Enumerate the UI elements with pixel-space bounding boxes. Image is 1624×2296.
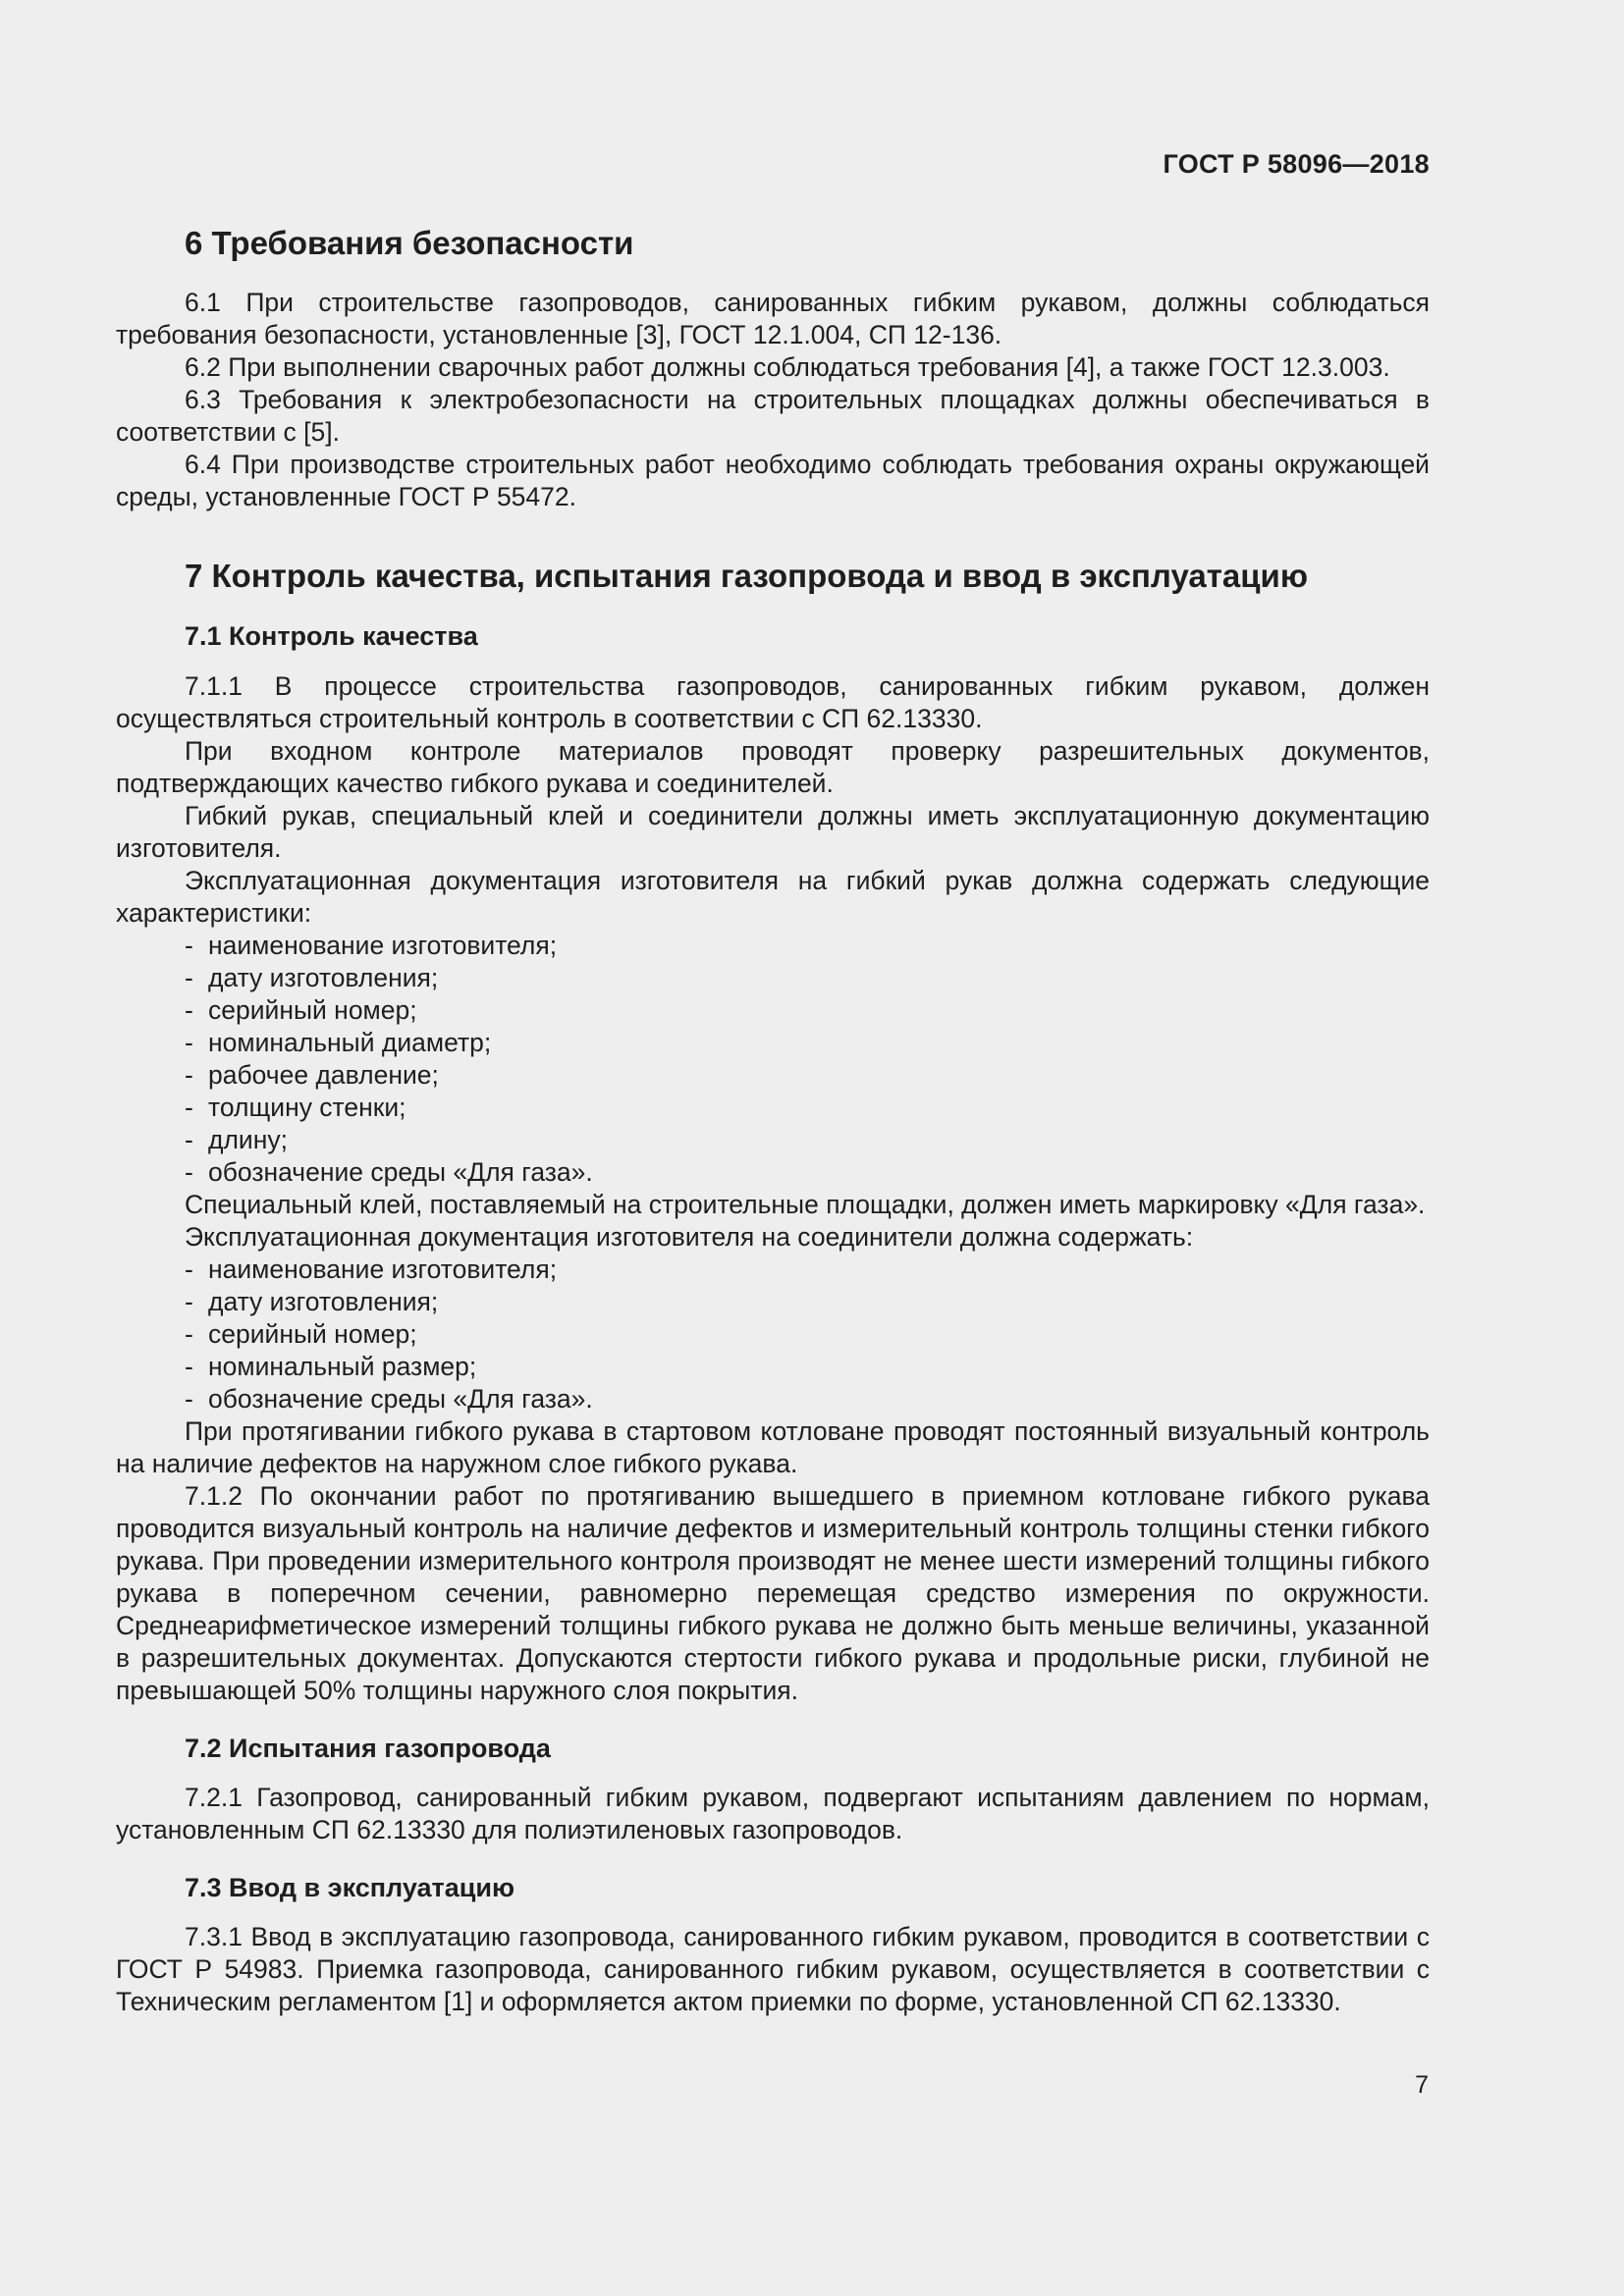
- paragraph-visual-control: При протягивании гибкого рукава в стартовом котловане проводят постоянный визуальный контроль на наличие дефектов на наружном слое гибкого рукава.: [116, 1415, 1430, 1478]
- paragraph-7-2-1: 7.2.1 Газопровод, санированный гибким рукавом, подвергают испытаниям давлением по нормам, установленным СП 62.13330 для полиэтиленовых газопроводов.: [116, 1782, 1430, 1844]
- list-dash: -: [185, 1383, 193, 1414]
- list-dash: -: [185, 1092, 193, 1122]
- paragraph-7-1-2: 7.1.2 По окончании работ по протягиванию вышедшего в приемном котловане гибкого рукава проводится визуальный контроль на наличие дефектов и измерительный контроль толщины стенки гибкого рукава. При проведении измерительного контроля производят не менее шести измерений толщины гибкого рукава в поперечном сечении, равномерно перемещая средство измерения по окружности. Среднеарифметическое измерений толщины гибкого рукава не должно быть меньше величины, указанной в разрешительных документах. Допускаются стертости гибкого рукава и продольные риски, глубиной не превышающей 50% толщины наружного слоя покрытия.: [116, 1480, 1430, 1705]
- paragraph-hose-docs: Эксплуатационная документация изготовителя на гибкий рукав должна содержать следующие характеристики:: [116, 865, 1430, 928]
- paragraph-7-3-1: 7.3.1 Ввод в эксплуатацию газопровода, санированного гибким рукавом, проводится в соответствии с ГОСТ Р 54983. Приемка газопровода, санированного гибким рукавом, осуществляется в соответствии с Техническим регламентом [1] и оформляется актом приемки по форме, установленной СП 62.13330.: [116, 1922, 1430, 2017]
- page-number: 7: [1415, 2071, 1429, 2099]
- section-7-title: 7 Контроль качества, испытания газопровода и ввод в эксплуатацию: [185, 557, 1308, 594]
- subsection-7-2-title: 7.2 Испытания газопровода: [185, 1733, 551, 1763]
- list-dash: -: [185, 930, 193, 960]
- paragraph-documentation: Гибкий рукав, специальный клей и соединители должны иметь эксплуатационную документацию изготовителя.: [116, 800, 1430, 863]
- list-dash: -: [185, 1059, 193, 1090]
- list-dash: -: [185, 1254, 193, 1284]
- section-6-title: 6 Требования безопасности: [185, 225, 634, 261]
- list-item: - дату изготовления;: [185, 1286, 439, 1316]
- list-item: - обозначение среды «Для газа».: [185, 1156, 593, 1187]
- list-item: - толщину стенки;: [185, 1092, 406, 1122]
- list-dash: -: [185, 1351, 193, 1381]
- document-code: ГОСТ Р 58096—2018: [1163, 149, 1430, 179]
- list-dash: -: [185, 1318, 193, 1349]
- list-item: - длину;: [185, 1124, 288, 1154]
- list-item: - обозначение среды «Для газа».: [185, 1383, 593, 1414]
- paragraph-6-3: 6.3 Требования к электробезопасности на строительных площадках должны обеспечиваться в соответствии с [5].: [116, 384, 1430, 447]
- subsection-7-1-title: 7.1 Контроль качества: [185, 621, 478, 652]
- list-item: - дату изготовления;: [185, 962, 439, 992]
- paragraph-input-control: При входном контроле материалов проводят проверку разрешительных документов, подтверждающих качество гибкого рукава и соединителей.: [116, 735, 1430, 798]
- page-content: [116, 147, 1430, 2018]
- paragraph-7-1-1: 7.1.1 В процессе строительства газопроводов, санированных гибким рукавом, должен осуществляться строительный контроль в соответствии с СП 62.13330.: [116, 670, 1430, 733]
- list-item: - номинальный размер;: [185, 1351, 477, 1381]
- list-item: - номинальный диаметр;: [185, 1027, 492, 1057]
- paragraph-6-2: 6.2 При выполнении сварочных работ должны соблюдаться требования [4], а также ГОСТ 12.3.003.: [185, 351, 1390, 382]
- list-dash: -: [185, 994, 193, 1025]
- list-item: - наименование изготовителя;: [185, 930, 558, 960]
- paragraph-6-4: 6.4 При производстве строительных работ необходимо соблюдать требования охраны окружающей среды, установленные ГОСТ Р 55472.: [116, 449, 1430, 511]
- paragraph-6-1: 6.1 При строительстве газопроводов, санированных гибким рукавом, должны соблюдаться требования безопасности, установленные [3], ГОСТ 12.1.004, СП 12-136.: [116, 287, 1430, 349]
- subsection-7-3-title: 7.3 Ввод в эксплуатацию: [185, 1872, 515, 1902]
- list-dash: -: [185, 1286, 193, 1316]
- paragraph-connector-docs: Эксплуатационная документация изготовителя на соединители должна содержать:: [185, 1221, 1194, 1252]
- list-dash: -: [185, 1027, 193, 1057]
- list-dash: -: [185, 1124, 193, 1154]
- list-dash: -: [185, 962, 193, 992]
- list-item: - серийный номер;: [185, 1318, 417, 1349]
- list-item: - серийный номер;: [185, 994, 417, 1025]
- list-dash: -: [185, 1156, 193, 1187]
- paragraph-glue-marking: Специальный клей, поставляемый на строительные площадки, должен иметь маркировку «Для газа».: [185, 1189, 1426, 1219]
- list-item: - наименование изготовителя;: [185, 1254, 558, 1284]
- list-item: - рабочее давление;: [185, 1059, 439, 1090]
